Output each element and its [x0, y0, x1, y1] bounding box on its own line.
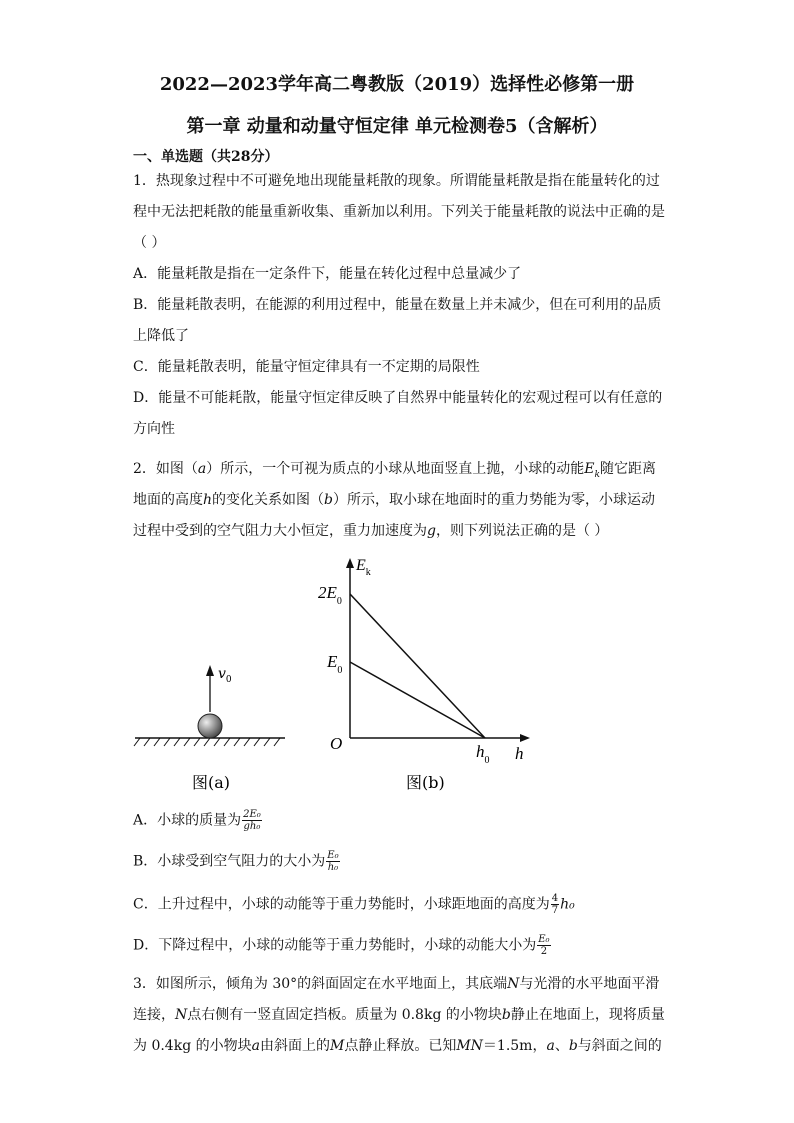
ball	[198, 714, 222, 738]
q2-option-c: C．上升过程中，小球的动能等于重力势能时，小球距地面的高度为 $\frac{4}{7}$ h₀	[133, 893, 575, 916]
q1-option-a: A．能量耗散是指在一定条件下，能量在转化过程中总量减少了	[133, 266, 522, 282]
h-label: h	[515, 744, 524, 763]
caption-b: 图(b)	[406, 773, 445, 792]
q3-stem-line-1: 3．如图所示，倾角为 30°的斜面固定在水平地面上，其底端N与光滑的水平地面平滑	[133, 976, 660, 992]
q1-option-d-line-2: 方向性	[133, 421, 175, 437]
q2-option-d: D．下降过程中，小球的动能等于重力势能时，小球的动能大小为 $\frac{\text{E₀}}{2}$	[133, 934, 550, 957]
q1-option-b-line-2: 上降低了	[133, 328, 189, 344]
q1-option-b-line-1: B．能量耗散表明，在能源的利用过程中，能量在数量上并未减少，但在可利用的品质	[133, 297, 662, 313]
q1-option-c: C．能量耗散表明，能量守恒定律具有一不定期的局限性	[133, 359, 480, 375]
figure-a	[134, 665, 285, 792]
h0-label: $h_0$	[476, 742, 490, 766]
line-2e0	[350, 594, 485, 738]
q1-stem-line-1: 1．热现象过程中不可避免地出现能量耗散的现象。所谓能量耗散是指在能量转化的过	[133, 173, 660, 189]
section-header: 一、单选题（共28分）	[133, 149, 279, 165]
q3-stem-line-3: 为 0.4kg 的小物块a由斜面上的M点静止释放。已知MN＝1.5m，a、b与斜面之间的	[133, 1038, 662, 1054]
q1-stem-line-2: 程中无法把耗散的能量重新收集、重新加以利用。下列关于能量耗散的说法中正确的是	[133, 204, 665, 220]
origin-label: O	[330, 734, 343, 753]
ek-label: $E_k$	[356, 557, 371, 578]
line-e0	[350, 662, 485, 738]
q1-option-d-line-1: D．能量不可能耗散，能量守恒定律反映了自然界中能量转化的宏观过程可以有任意的	[133, 390, 663, 406]
ground-hatch	[134, 738, 280, 746]
e0-label: $E_0$	[327, 652, 343, 676]
q3-stem-line-2: 连接，N点右侧有一竖直固定挡板。质量为 0.8kg 的小物块b静止在地面上，现将质量	[133, 1007, 665, 1023]
q2-stem-line-1: 2．如图（a）所示，一个可视为质点的小球从地面竖直上抛，小球的动能$E_k$随它距离	[133, 461, 656, 480]
title-line-2: 第一章 动量和动量守恒定律 单元检测卷5（含解析）	[186, 116, 608, 137]
title-line-1: 2022—2023学年高二粤教版（2019）选择性必修第一册	[159, 74, 635, 95]
q2-figure	[130, 552, 550, 797]
two-e0-label: $2E_0$	[318, 583, 342, 607]
q2-stem-line-2: 地面的高度h的变化关系如图（b）所示，取小球在地面时的重力势能为零，小球运动	[133, 492, 655, 508]
q1-stem-line-3: （ ）	[133, 235, 166, 251]
v0-label: $v_0$	[218, 666, 232, 685]
caption-a: 图(a)	[192, 773, 231, 792]
q2-stem-line-3: 过程中受到的空气阻力大小恒定，重力加速度为g，则下列说法正确的是（ ）	[133, 523, 609, 539]
figure-b	[318, 557, 530, 792]
q2-option-b: B．小球受到空气阻力的大小为 $\frac{\text{E₀}}{\text{h₀}}$	[133, 850, 339, 873]
q2-option-a: A．小球的质量为 $\frac{\text{2E₀}}{\text{gh₀}}$	[133, 809, 261, 832]
